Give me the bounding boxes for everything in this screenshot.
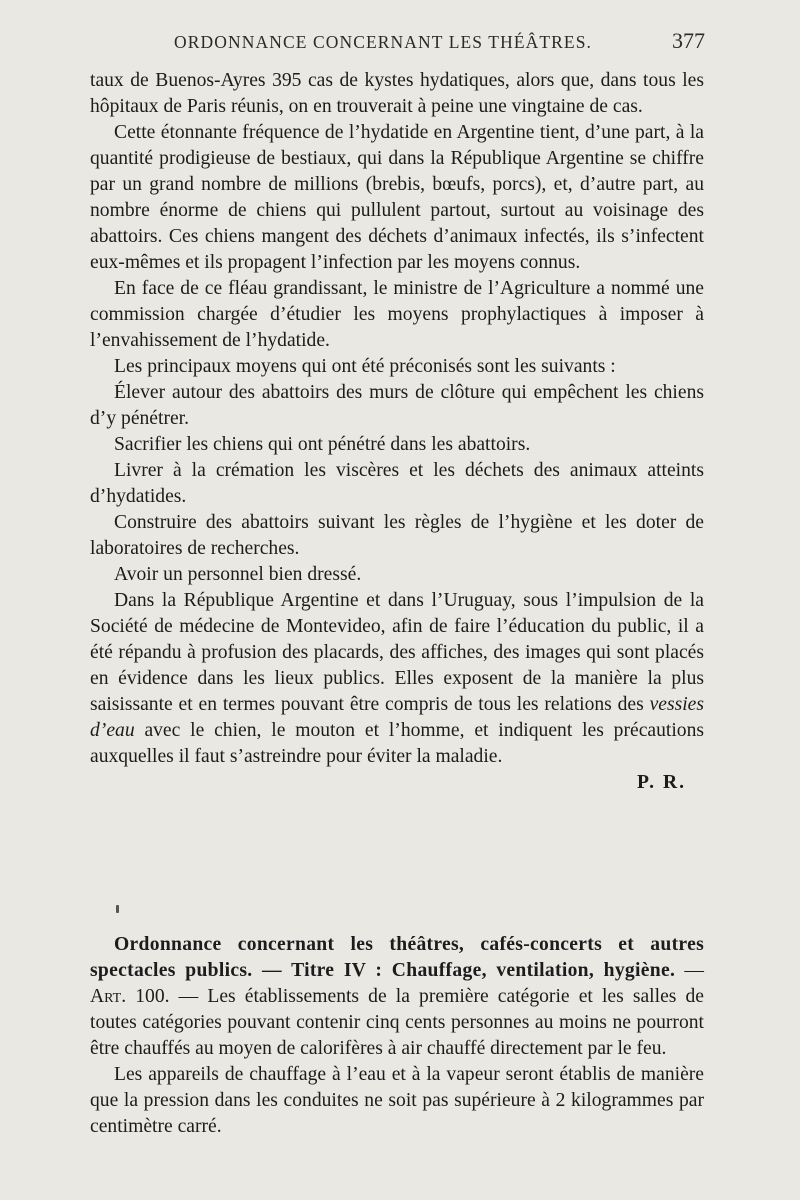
paragraph: En face de ce fléau grandissant, le ministre de l’Agriculture a nommé une commission chargée d’étudier les moyens prophylactiques à imposer à l’envahissement de l’hydatide.: [90, 278, 704, 351]
list-paragraph: Livrer à la crémation les viscères et les déchets des animaux atteints d’hydatides.: [90, 460, 704, 507]
article-body: [90, 68, 704, 796]
article-number: 100.: [126, 986, 170, 1007]
running-title: ORDONNANCE CONCERNANT LES THÉÂTRES.: [174, 32, 593, 52]
paragraph-continued: taux de Buenos-Ayres 395 cas de kystes hydatiques, alors que, dans tous les hôpitaux de Paris réunis, on en trouverait à peine une vingtaine de cas.: [90, 70, 704, 117]
margin-mark: [116, 905, 119, 913]
ordinance-section: [90, 932, 704, 1140]
paragraph-text: Dans la République Argentine et dans l’Uruguay, sous l’impulsion de la Société de médecine de Montevideo, afin de faire l’éducation du public, il a été répandu à profusion des placards, des affiches, des images qui sont placés en évidence dans les lieux publics. Elles exposent de la manière la plus saisissante et en termes pouvant être compris de tous les relations des: [90, 590, 704, 715]
section-paragraph: Les appareils de chauffage à l’eau et à la vapeur seront établis de manière que la pression dans les conduites ne soit pas supérieure à 2 kilogrammes par centimètre carré.: [90, 1064, 704, 1137]
list-paragraph: Élever autour des abattoirs des murs de clôture qui empêchent les chiens d’y pénétrer.: [90, 382, 704, 429]
section-heading: Ordonnance concernant les théâtres, cafés-concerts et autres spectacles publics. — Titre IV : Chauffage, ventilation, hygiène.: [90, 934, 704, 981]
page-number: 377: [672, 28, 705, 53]
section-paragraph: [90, 932, 704, 1062]
paragraph: Les principaux moyens qui ont été préconisés sont les suivants :: [114, 356, 616, 377]
separator: —: [169, 986, 208, 1007]
paragraph-text: avec le chien, le mouton et l’homme, et indiquent les précautions auxquelles il faut s’astreindre pour éviter la maladie.: [90, 720, 704, 767]
italic-term: vessies d’eau: [90, 694, 704, 741]
author-initials: P. R.: [636, 772, 686, 793]
page-header: [160, 28, 705, 58]
list-paragraph: Avoir un personnel bien dressé.: [114, 564, 362, 585]
separator: —: [675, 960, 704, 981]
paragraph-text: Les établissements de la première catégorie et les salles de toutes catégories pouvant contenir cinq cents personnes au moins ne pourront être chauffés au moyen de calorifères à air chauffé directement par le feu.: [90, 986, 705, 1059]
paragraph: Cette étonnante fréquence de l’hydatide en Argentine tient, d’une part, à la quantité prodigieuse de bestiaux, qui dans la République Argentine se chiffre par un grand nombre de millions (brebis, bœufs, porcs), et, d’autre part, au nombre énorme de chiens qui pullulent partout, surtout au voisinage des abattoirs. Ces chiens mangent des déchets d’animaux infectés, ils s’infectent eux-mêmes et ils propagent l’infection par les moyens connus.: [90, 122, 704, 273]
list-paragraph: Sacrifier les chiens qui ont pénétré dans les abattoirs.: [114, 434, 531, 455]
paragraph: [90, 588, 704, 770]
article-label: Art.: [90, 986, 127, 1007]
list-paragraph: Construire des abattoirs suivant les règles de l’hygiène et les doter de laboratoires de recherches.: [90, 512, 704, 559]
